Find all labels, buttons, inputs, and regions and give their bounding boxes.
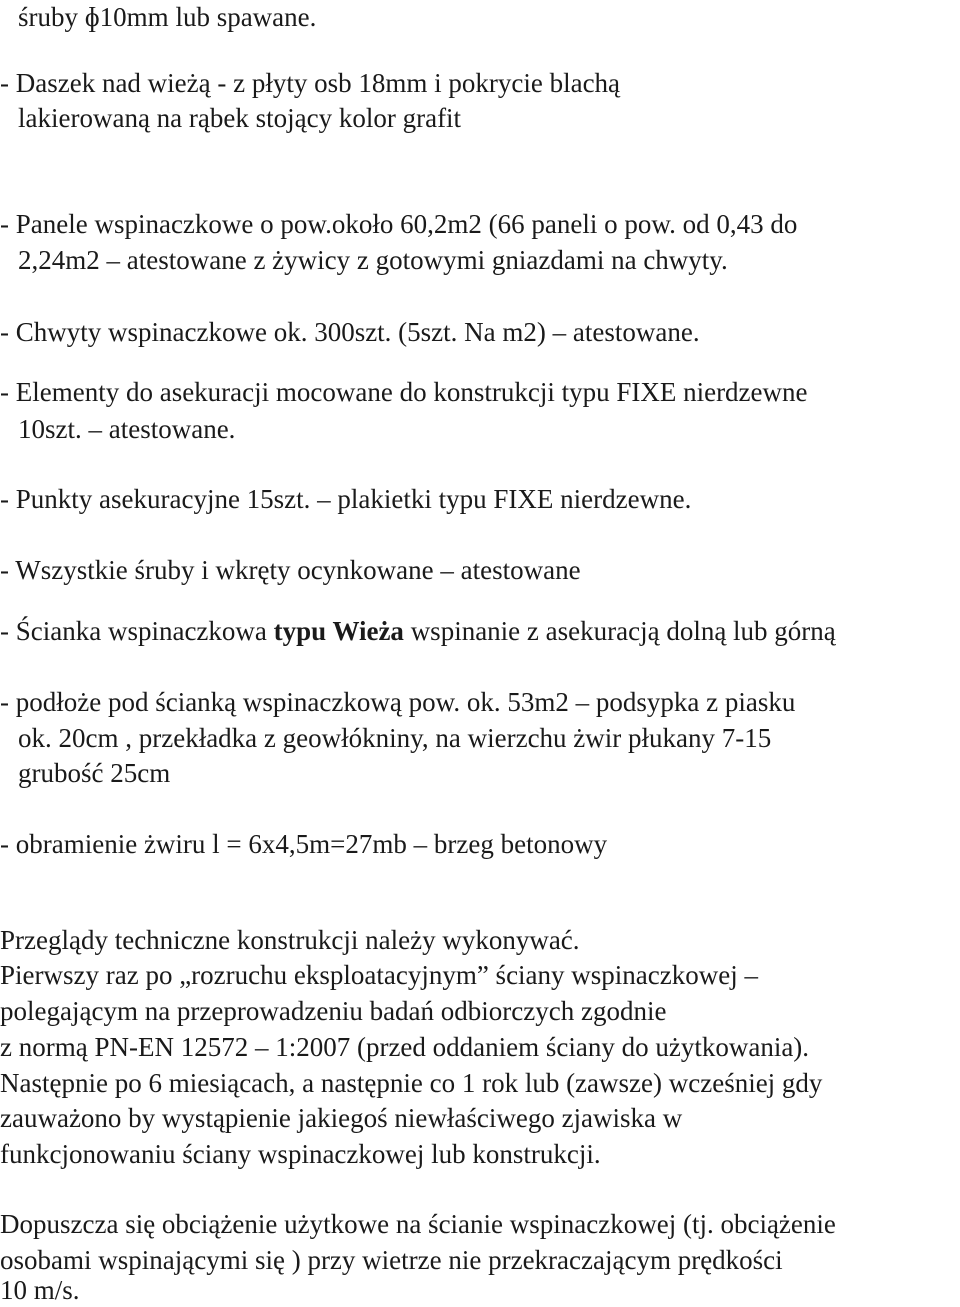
text-line: zauważono by wystąpienie jakiegoś niewłaściwego zjawiska w — [0, 1103, 683, 1133]
text-line: - Panele wspinaczkowe o pow.około 60,2m2 (66 paneli o pow. od 0,43 do — [0, 209, 798, 239]
text-line: osobami wspinającymi się ) przy wietrze nie przekraczającym prędkości — [0, 1245, 783, 1275]
text-line: Przeglądy techniczne konstrukcji należy wykonywać. — [0, 925, 580, 955]
text-line: 2,24m2 – atestowane z żywicy z gotowymi gniazdami na chwyty. — [18, 245, 728, 275]
text-line: Dopuszcza się obciążenie użytkowe na ścianie wspinaczkowej (tj. obciążenie — [0, 1209, 836, 1239]
text-line: śruby ɸ10mm lub spawane. — [18, 2, 317, 32]
text-line: - Daszek nad wieżą - z płyty osb 18mm i pokrycie blachą — [0, 68, 621, 98]
text-line: ok. 20cm , przekładka z geowłókniny, na wierzchu żwir płukany 7-15 — [18, 723, 772, 753]
text-line: z normą PN-EN 12572 – 1:2007 (przed oddaniem ściany do użytkowania). — [0, 1032, 810, 1062]
text-line: polegającym na przeprowadzeniu badań odbiorczych zgodnie — [0, 996, 667, 1026]
text-line: funkcjonowaniu ściany wspinaczkowej lub konstrukcji. — [0, 1139, 601, 1169]
text-line: - Wszystkie śruby i wkręty ocynkowane – atestowane — [0, 555, 581, 585]
text-line: - obramienie żwiru l = 6x4,5m=27mb – brzeg betonowy — [0, 829, 608, 859]
bold-text-run: typu Wieża — [273, 616, 404, 646]
text-line: - Chwyty wspinaczkowe ok. 300szt. (5szt. Na m2) – atestowane. — [0, 317, 700, 347]
text-line: grubość 25cm — [18, 758, 171, 788]
text-line: 10 m/s. — [0, 1275, 80, 1305]
text-line: 10szt. – atestowane. — [18, 414, 236, 444]
text-run: - Ścianka wspinaczkowa — [0, 616, 274, 646]
text-run: wspinanie z asekuracją dolną lub górną — [403, 616, 836, 646]
text-line: Następnie po 6 miesiącach, a następnie co 1 rok lub (zawsze) wcześniej gdy — [0, 1068, 823, 1098]
text-line — [0, 614, 836, 648]
text-line: - podłoże pod ścianką wspinaczkową pow. ok. 53m2 – podsypka z piasku — [0, 687, 796, 717]
text-line: - Elementy do asekuracji mocowane do konstrukcji typu FIXE nierdzewne — [0, 377, 808, 407]
text-line: - Punkty asekuracyjne 15szt. – plakietki typu FIXE nierdzewne. — [0, 484, 692, 514]
text-line: lakierowaną na rąbek stojący kolor grafit — [18, 103, 462, 133]
text-line: Pierwszy raz po „rozruchu eksploatacyjnym” ściany wspinaczkowej – — [0, 960, 758, 990]
